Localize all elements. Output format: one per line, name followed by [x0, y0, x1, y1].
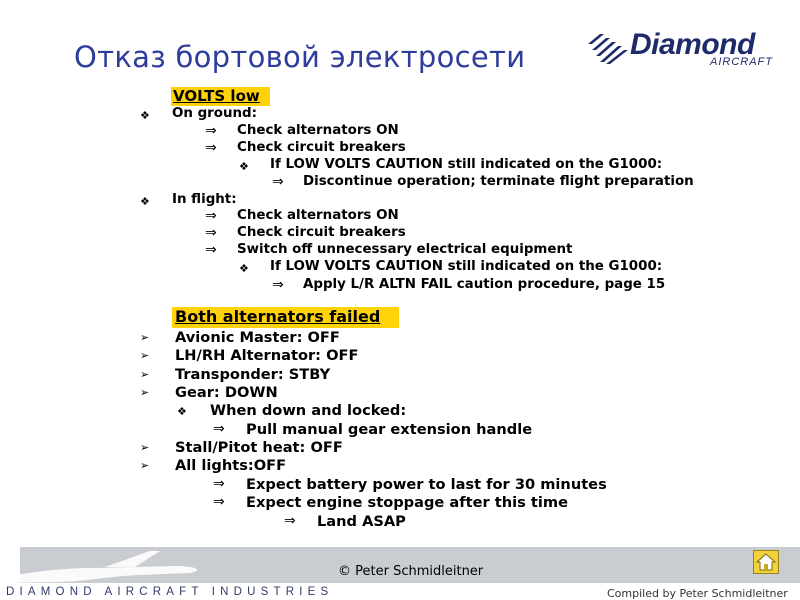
failed-item: All lights:OFF [175, 457, 287, 474]
on-ground-item: Check alternators ON [237, 123, 399, 138]
arrow-bullet-icon: ⇒ [205, 208, 217, 224]
expect-item: Expect battery power to last for 30 minutes [246, 476, 607, 493]
both-failed-heading: Both alternators failed [175, 307, 381, 326]
gear-action: Pull manual gear extension handle [246, 421, 533, 438]
triangle-bullet-icon: ➢ [140, 386, 150, 399]
arrow-bullet-icon: ⇒ [284, 513, 296, 529]
diamond-bullet-icon: ❖ [239, 262, 249, 275]
in-flight-action: Apply L/R ALTN FAIL caution procedure, page 15 [303, 277, 666, 292]
diamond-bullet-icon: ❖ [239, 160, 249, 173]
arrow-bullet-icon: ⇒ [213, 421, 225, 437]
failed-item: Avionic Master: OFF [175, 329, 340, 346]
arrow-bullet-icon: ⇒ [213, 494, 225, 510]
diamond-bullet-icon: ❖ [177, 405, 187, 418]
logo-wordmark: Diamond [630, 28, 755, 61]
gear-condition: When down and locked: [210, 402, 407, 419]
triangle-bullet-icon: ➢ [140, 459, 150, 472]
triangle-bullet-icon: ➢ [140, 368, 150, 381]
footer-brand: DIAMOND AIRCRAFT INDUSTRIES [6, 586, 334, 598]
arrow-bullet-icon: ⇒ [205, 123, 217, 139]
aircraft-silhouette-icon [0, 548, 240, 584]
on-ground-label: On ground: [172, 106, 257, 121]
on-ground-item: Check circuit breakers [237, 140, 406, 155]
triangle-bullet-icon: ➢ [140, 349, 150, 362]
slide-title: Отказ бортовой электросети [74, 40, 526, 74]
in-flight-label: In flight: [172, 192, 237, 207]
triangle-bullet-icon: ➢ [140, 331, 150, 344]
in-flight-condition: If LOW VOLTS CAUTION still indicated on the G1000: [270, 259, 663, 274]
footer-copyright: © Peter Schmidleitner [338, 564, 484, 579]
diamond-bullet-icon: ❖ [140, 109, 150, 122]
arrow-bullet-icon: ⇒ [272, 174, 284, 190]
arrow-bullet-icon: ⇒ [205, 140, 217, 156]
in-flight-item: Check alternators ON [237, 208, 399, 223]
logo-subtitle: AIRCRAFT [710, 56, 773, 68]
failed-item: Stall/Pitot heat: OFF [175, 439, 343, 456]
final-action: Land ASAP [317, 513, 406, 530]
triangle-bullet-icon: ➢ [140, 441, 150, 454]
failed-item: Gear: DOWN [175, 384, 278, 401]
on-ground-condition: If LOW VOLTS CAUTION still indicated on the G1000: [270, 157, 663, 172]
arrow-bullet-icon: ⇒ [205, 225, 217, 241]
in-flight-item: Switch off unnecessary electrical equipment [237, 242, 573, 257]
expect-item: Expect engine stoppage after this time [246, 494, 568, 511]
home-icon [754, 551, 778, 573]
diamond-bullet-icon: ❖ [140, 195, 150, 208]
in-flight-item: Check circuit breakers [237, 225, 406, 240]
home-button[interactable] [753, 550, 779, 574]
arrow-bullet-icon: ⇒ [272, 277, 284, 293]
footer-compiled-by: Compiled by Peter Schmidleitner [607, 587, 788, 600]
failed-item: LH/RH Alternator: OFF [175, 347, 359, 364]
arrow-bullet-icon: ⇒ [213, 476, 225, 492]
diamond-aircraft-logo [586, 28, 778, 72]
on-ground-action: Discontinue operation; terminate flight preparation [303, 174, 694, 189]
volts-low-heading: VOLTS low [173, 87, 260, 105]
arrow-bullet-icon: ⇒ [205, 242, 217, 258]
failed-item: Transponder: STBY [175, 366, 331, 383]
diamond-logo-icon [586, 30, 630, 66]
